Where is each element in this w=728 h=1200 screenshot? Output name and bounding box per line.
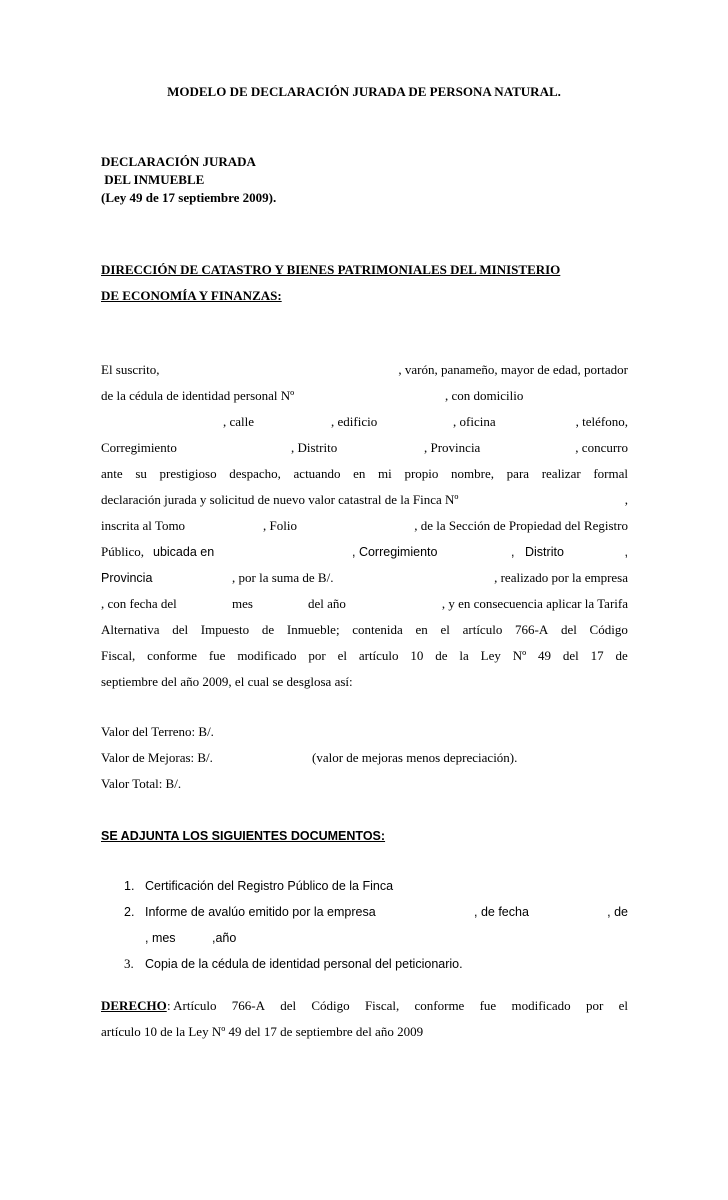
body-line-2 — [101, 386, 628, 406]
body-word: despacho, — [229, 466, 281, 481]
valor-mejoras-note: (valor de mejoras menos depreciación). — [312, 750, 518, 765]
body-word: Inmueble; — [286, 622, 340, 637]
concurro-label: , concurro — [575, 440, 628, 455]
provincia-label-2: Provincia — [101, 571, 153, 585]
body-word: Código — [589, 622, 628, 637]
item-number: 3. — [124, 956, 134, 971]
domicilio-label: , con domicilio — [445, 388, 524, 403]
body-word: de — [435, 648, 448, 663]
header-line-3: (Ley 49 de 17 septiembre 2009). — [101, 190, 277, 205]
item-text: Certificación del Registro Público de la Finca — [145, 879, 394, 893]
body-line-4 — [101, 438, 628, 458]
derecho-word: modificado — [511, 998, 571, 1013]
body-word: en — [353, 466, 366, 481]
distrito-label: , Distrito — [291, 440, 338, 455]
finca-label: declaración jurada y solicitud de nuevo valor catastral de la Finca Nº — [101, 492, 459, 507]
body-word: 49 — [538, 648, 552, 663]
varon-panameno: , varón, panameño, mayor de edad, portador — [398, 362, 628, 377]
body-word: realizar — [541, 466, 581, 481]
corregimiento-label-2: , Corregimiento — [352, 545, 438, 559]
body-word: del — [562, 648, 579, 663]
addressee — [101, 257, 560, 309]
header-line-2: DEL INMUEBLE — [101, 172, 205, 187]
valor-terreno: Valor del Terreno: B/. — [101, 724, 214, 739]
comma: , — [624, 545, 628, 559]
body-word: formal — [593, 466, 628, 481]
document-title: MODELO DE DECLARACIÓN JURADA DE PERSONA NATURAL. — [167, 84, 561, 99]
body-word: Ley — [480, 648, 501, 663]
edificio-label: , edificio — [331, 414, 378, 429]
addressee-line-2: DE ECONOMÍA Y FINANZAS: — [101, 288, 282, 303]
body-line-13 — [101, 672, 628, 692]
derecho-word: Código — [311, 998, 350, 1013]
comma: , — [624, 492, 628, 507]
fecha-label: , con fecha del — [101, 596, 177, 611]
body-word: 17 — [590, 648, 604, 663]
body-line-5 — [101, 464, 628, 484]
telefono-label: , teléfono, — [575, 414, 628, 429]
body-word: la — [459, 648, 469, 663]
derecho-word: : Artículo — [167, 998, 217, 1013]
body-word: ante — [101, 466, 123, 481]
el-suscrito: El suscrito, — [101, 362, 160, 377]
derecho-label: DERECHO — [101, 998, 167, 1013]
cedula-label: de la cédula de identidad personal Nº — [101, 388, 295, 403]
derecho-word: fue — [479, 998, 497, 1013]
tarifa-label: , y en consecuencia aplicar la Tarifa — [441, 596, 628, 611]
body-word: mi — [378, 466, 392, 481]
mes-label: mes — [232, 596, 253, 611]
de-label: , de — [607, 905, 628, 919]
body-word: 10 — [410, 648, 424, 663]
derecho-word: 766-A — [231, 998, 265, 1013]
body-word: el — [440, 622, 450, 637]
body-word: Alternativa — [101, 622, 160, 637]
body-line-11 — [101, 620, 628, 640]
body-line-10 — [101, 594, 628, 614]
derecho-word: por — [585, 998, 604, 1013]
mes-label-2: , mes — [145, 931, 176, 945]
corregimiento-label: Corregimiento — [101, 440, 177, 455]
item-text: Informe de avalúo emitido por la empresa — [145, 905, 376, 919]
derecho-line-2 — [101, 1022, 628, 1042]
valor-mejoras: Valor de Mejoras: B/. — [101, 750, 213, 765]
fecha-label-3: , de fecha — [474, 905, 529, 919]
body-word: Nº — [512, 648, 527, 663]
ano-label: del año — [308, 596, 346, 611]
body-word: por — [308, 648, 326, 663]
derecho-word: del — [280, 998, 297, 1013]
provincia-label: , Provincia — [424, 440, 481, 455]
body-word: fue — [208, 648, 226, 663]
derecho-text — [167, 996, 628, 1016]
body-word: actuando — [293, 466, 341, 481]
documents-heading: SE ADJUNTA LOS SIGUIENTES DOCUMENTOS: — [101, 829, 386, 843]
addressee-line-1: DIRECCIÓN DE CATASTRO Y BIENES PATRIMONIALES DEL MINISTERIO — [101, 262, 561, 277]
body-word: Impuesto — [200, 622, 250, 637]
body-line-9 — [101, 568, 628, 588]
body-word: del — [560, 622, 577, 637]
distrito-label-2: Distrito — [525, 545, 564, 559]
publico-label: Público, — [101, 544, 144, 559]
ano-label-2: ,año — [212, 931, 237, 945]
body-word: de — [615, 648, 628, 663]
derecho-line-1 — [101, 996, 628, 1016]
body-line-3 — [101, 412, 628, 432]
oficina-label: , oficina — [453, 414, 496, 429]
folio-label: , Folio — [263, 518, 297, 533]
body-word: para — [506, 466, 530, 481]
body-word: Fiscal, — [101, 648, 136, 663]
derecho-text-2: artículo 10 de la Ley Nº 49 del 17 de septiembre del año 2009 — [101, 1024, 424, 1039]
suma-label: , por la suma de B/. — [232, 570, 334, 585]
derecho-word: el — [618, 998, 628, 1013]
body-word: el — [337, 648, 347, 663]
comma: , — [511, 545, 515, 559]
body-line-1 — [101, 360, 628, 380]
body-word: su — [135, 466, 147, 481]
ubicada-label: ubicada en — [153, 545, 215, 559]
body-word: propio — [404, 466, 439, 481]
header-line-1: DECLARACIÓN JURADA — [101, 154, 256, 169]
body-line-7 — [101, 516, 628, 536]
body-line-6 — [101, 490, 628, 510]
body-word: en — [415, 622, 428, 637]
desglose-label: septiembre del año 2009, el cual se desglosa así: — [101, 674, 353, 689]
derecho-word: Fiscal, — [364, 998, 400, 1013]
body-word: modificado — [237, 648, 297, 663]
tomo-label: inscrita al Tomo — [101, 518, 186, 533]
item-number: 2. — [124, 905, 135, 919]
body-word: del — [172, 622, 189, 637]
item-text: Copia de la cédula de identidad personal del peticionario. — [145, 957, 463, 971]
body-word: de — [261, 622, 275, 637]
derecho-word: conforme — [414, 998, 465, 1013]
body-word: 766-A — [515, 622, 549, 637]
item-number: 1. — [124, 879, 135, 893]
body-word: artículo — [358, 648, 399, 663]
body-word: artículo — [462, 622, 503, 637]
declaration-header — [101, 153, 276, 207]
calle-label: , calle — [223, 414, 255, 429]
body-word: contenida — [352, 622, 403, 637]
valor-total: Valor Total: B/. — [101, 776, 182, 791]
body-word: nombre, — [451, 466, 495, 481]
seccion-label: , de la Sección de Propiedad del Registro — [414, 518, 628, 533]
body-line-12 — [101, 646, 628, 666]
body-word: conforme — [147, 648, 197, 663]
body-word: prestigioso — [159, 466, 217, 481]
body-line-8 — [101, 542, 628, 562]
empresa-label: , realizado por la empresa — [494, 570, 628, 585]
